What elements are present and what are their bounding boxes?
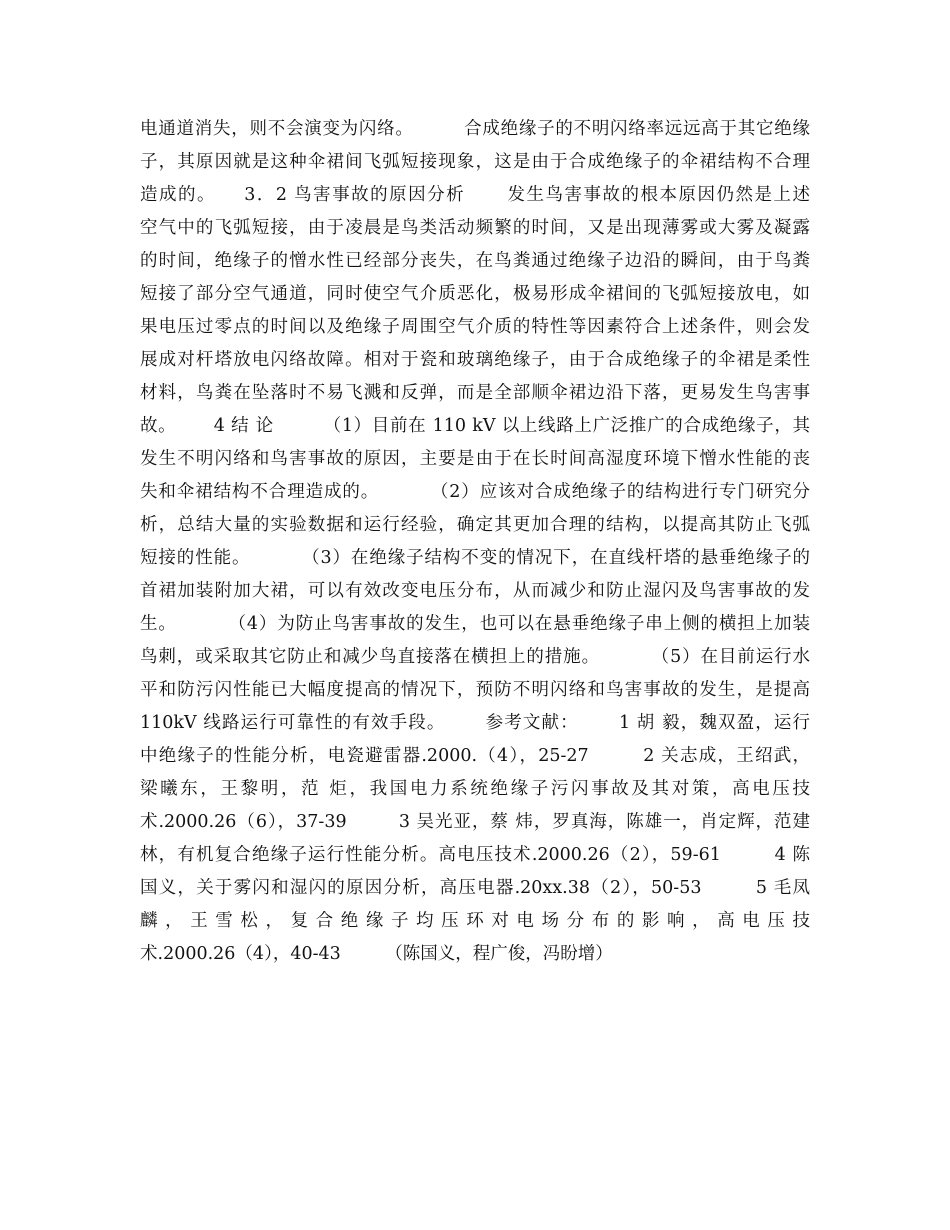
text-line: 空气中的飞弧短接，由于凌晨是鸟类活动频繁的时间，又是出现薄雾或大雾及凝露 <box>140 218 810 238</box>
text-line: 首裙加装附加大裙，可以有效改变电压分布，从而减少和防止湿闪及鸟害事故的发 <box>140 581 810 601</box>
text-line: 果电压过零点的时间以及绝缘子周围空气介质的特性等因素符合上述条件，则会发 <box>140 317 810 337</box>
text-line: 术.2000.26（6），37-39 3 吴光亚，蔡 炜，罗真海，陈雄一，肖定辉，范建 <box>140 812 810 832</box>
text-line: 材料，鸟粪在坠落时不易飞溅和反弹，而是全部顺伞裙边沿下落，更易发生鸟害事 <box>140 383 810 403</box>
article-body <box>140 113 810 971</box>
text-line: 展成对杆塔放电闪络故障。相对于瓷和玻璃绝缘子，由于合成绝缘子的伞裙是柔性 <box>140 350 810 370</box>
text-line: 故。 4 结 论 （1）目前在 110 kV 以上线路上广泛推广的合成绝缘子，其 <box>140 416 810 436</box>
text-line: 短接了部分空气通道，同时使空气介质恶化，极易形成伞裙间的飞弧短接放电，如 <box>140 284 810 304</box>
text-line: 110kV 线路运行可靠性的有效手段。 参考文献： 1 胡 毅，魏双盈，运行 <box>140 713 810 733</box>
text-line: 中绝缘子的性能分析，电瓷避雷器.2000.（4），25-27 2 关志成，王绍武， <box>140 746 810 766</box>
text-line: 鸟刺，或采取其它防止和减少鸟直接落在横担上的措施。 （5）在目前运行水 <box>140 647 810 667</box>
text-line: 平和防污闪性能已大幅度提高的情况下，预防不明闪络和鸟害事故的发生，是提高 <box>140 680 810 700</box>
text-line: 电通道消失，则不会演变为闪络。 合成绝缘子的不明闪络率远远高于其它绝缘 <box>140 119 810 139</box>
text-line: 子，其原因就是这种伞裙间飞弧短接现象，这是由于合成绝缘子的伞裙结构不合理 <box>140 152 810 172</box>
text-line: 国义，关于雾闪和湿闪的原因分析，高压电器.20xx.38（2），50-53 5 毛凤 <box>140 878 810 898</box>
text-line: 短接的性能。 （3）在绝缘子结构不变的情况下，在直线杆塔的悬垂绝缘子的 <box>140 548 810 568</box>
text-line: 造成的。 3．2 鸟害事故的原因分析 发生鸟害事故的根本原因仍然是上述 <box>140 185 810 205</box>
text-line: 梁曦东，王黎明，范 炬，我国电力系统绝缘子污闪事故及其对策，高电压技 <box>140 779 810 799</box>
text-line: 生。 （4）为防止鸟害事故的发生，也可以在悬垂绝缘子串上侧的横担上加装 <box>140 614 810 634</box>
text-line: 林，有机复合绝缘子运行性能分析。高电压技术.2000.26（2），59-61 4 陈 <box>140 845 810 865</box>
text-line: 发生不明闪络和鸟害事故的原因，主要是由于在长时间高湿度环境下憎水性能的丧 <box>140 449 810 469</box>
text-line: 麟 ， 王 雪 松 ， 复 合 绝 缘 子 均 压 环 对 电 场 分 布 的 影 响 ， 高 电 压 技 <box>140 911 810 931</box>
text-line-last: 术.2000.26（4），40-43 （陈国义，程广俊，冯盼增） <box>140 944 613 964</box>
text-line: 的时间，绝缘子的憎水性已经部分丧失，在鸟粪通过绝缘子边沿的瞬间，由于鸟粪 <box>140 251 810 271</box>
text-line: 失和伞裙结构不合理造成的。 （2）应该对合成绝缘子的结构进行专门研究分 <box>140 482 810 502</box>
text-line: 析，总结大量的实验数据和运行经验，确定其更加合理的结构，以提高其防止飞弧 <box>140 515 810 535</box>
